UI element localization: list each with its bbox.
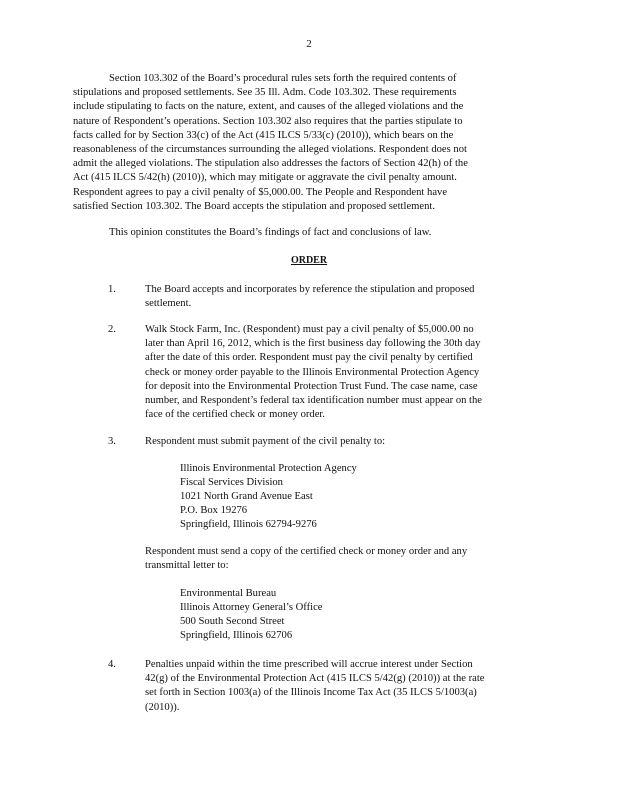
text-line: check or money order payable to the Illinois Environmental Protection Agency — [145, 366, 480, 378]
item-number: 1. — [108, 284, 116, 295]
text-line: admit the alleged violations. The stipulation also addresses the factors of Section 42(h) of the — [73, 158, 468, 170]
text-line: Respondent agrees to pay a civil penalty of $5,000.00. The People and Respondent have — [73, 186, 448, 198]
address-line: P.O. Box 19276 — [180, 505, 248, 516]
text-line: nature of Respondent’s operations. Section 103.302 also requires that the parties stipulate to — [73, 115, 463, 127]
text-line: The Board accepts and incorporates by reference the stipulation and proposed — [145, 284, 475, 295]
address-line: Illinois Environmental Protection Agency — [180, 463, 357, 474]
text-line: Walk Stock Farm, Inc. (Respondent) must pay a civil penalty of $5,000.00 no — [145, 324, 474, 335]
text-line: face of the certified check or money order. — [145, 409, 326, 421]
text-line: number, and Respondent’s federal tax identification number must appear on the — [145, 395, 483, 407]
text-line: (2010)). — [145, 701, 180, 713]
text-line: Act (415 ILCS 5/42(h) (2010)), which may mitigate or aggravate the civil penalty amount. — [73, 172, 457, 184]
order-heading: ORDER — [290, 255, 328, 266]
text-line: after the date of this order. Respondent must pay the civil penalty by certified — [145, 352, 473, 364]
address-line: Environmental Bureau — [180, 588, 277, 599]
address-line: Springfield, Illinois 62706 — [180, 630, 293, 641]
paragraph-findings — [73, 226, 507, 240]
address-line: Fiscal Services Division — [180, 477, 283, 488]
address-line: 1021 North Grand Avenue East — [180, 491, 313, 502]
item-number: 2. — [108, 324, 116, 335]
paragraph-send-copy — [145, 545, 525, 573]
text-line: transmittal letter to: — [145, 560, 229, 571]
address-agency — [180, 462, 357, 532]
text-line: settlement. — [145, 298, 192, 310]
address-line: 500 South Second Street — [180, 616, 285, 627]
address-attorney-general — [180, 587, 323, 643]
text-line: facts called for by Section 33(c) of the Act (415 ILCS 5/33(c) (2010)), which bears on the — [73, 129, 454, 141]
text-line: for deposit into the Environmental Protection Trust Fund. The case name, case — [145, 380, 478, 392]
text-line: reasonableness of the circumstances surrounding the alleged violations. Respondent does not — [73, 143, 467, 155]
text-line: set forth in Section 1003(a) of the Illinois Income Tax Act (35 ILCS 5/1003(a) — [145, 687, 477, 699]
address-line: Illinois Attorney General’s Office — [180, 602, 323, 613]
text-line: Penalties unpaid within the time prescribed will accrue interest under Section — [145, 659, 473, 670]
paragraph-settlement — [73, 72, 507, 214]
address-line: Springfield, Illinois 62794-9276 — [180, 519, 317, 530]
text-line: This opinion constitutes the Board’s findings of fact and conclusions of law. — [109, 227, 432, 238]
text-line: stipulations and proposed settlements. See 35 Ill. Adm. Code 103.302. These requirements — [73, 87, 457, 99]
page-number: 2 — [306, 38, 312, 50]
item-number: 4. — [108, 659, 116, 670]
text-line: 42(g) of the Environmental Protection Act (415 ILCS 5/42(g) (2010)) at the rate — [145, 673, 485, 685]
text-line: Respondent must send a copy of the certified check or money order and any — [145, 546, 468, 557]
text-line: satisfied Section 103.302. The Board accepts the stipulation and proposed settlement. — [73, 200, 435, 212]
text-line: include stipulating to facts on the nature, extent, and causes of the alleged violations and the — [73, 101, 464, 113]
text-line: Respondent must submit payment of the civil penalty to: — [145, 436, 386, 447]
item-number: 3. — [108, 436, 116, 447]
text-line: later than April 16, 2012, which is the first business day following the 30th day — [145, 338, 481, 350]
text-line: Section 103.302 of the Board’s procedural rules sets forth the required contents of — [109, 73, 457, 84]
